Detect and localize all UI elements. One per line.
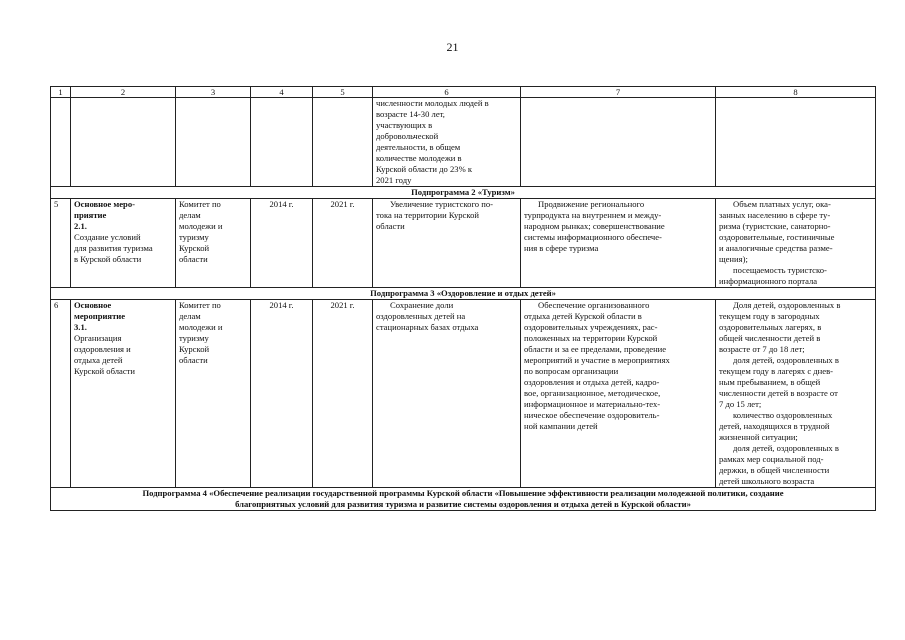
- start-year: 2014 г.: [251, 300, 313, 488]
- table-row: [51, 300, 876, 488]
- col-num-1: 1: [51, 87, 71, 98]
- program-table: [50, 86, 876, 511]
- continuation-row: [51, 98, 876, 187]
- column-number-row: [51, 87, 876, 98]
- subprogram-3-row: [51, 288, 876, 300]
- subprogram-3-title: Подпрограмма 3 «Оздоровление и отдых детей»: [51, 288, 876, 300]
- col-num-7: 7: [521, 87, 716, 98]
- page-number: 21: [446, 40, 459, 54]
- subprogram-2-title: Подпрограмма 2 «Туризм»: [51, 187, 876, 199]
- expected-result: Увеличение туристского по- тока на территории Курской области: [373, 199, 521, 288]
- col-num-6: 6: [373, 87, 521, 98]
- indicators: Доля детей, оздоровленных в текущем году в загородных оздоровительных лагерях, в общей численности детей в возрасте от 7 до 18 лет; доля детей, оздоровленных в текущем году в лагерях с днев- ным пребыванием, в общей численности детей в возрасте от 7 до 15 лет; количество оздоровленных детей, находящихся в трудной жизненной ситуации; доля детей, оздоровленных в рамках мер социальной под- держки, в общей численности детей школьного возраста: [716, 300, 876, 488]
- indicators: Объем платных услуг, ока- занных населению в сфере ту- ризма (туристские, санаторно- оздоровительные, гостиничные и аналогичные средства разме- щения); посещаемость туристско- информационного портала: [716, 199, 876, 288]
- subprogram-2-row: [51, 187, 876, 199]
- row-number: 5: [51, 199, 71, 288]
- expected-result: Сохранение доли оздоровленных детей на стационарных базах отдыха: [373, 300, 521, 488]
- measure-name: Основное мероприятие 3.1. Организация оздоровления и отдыха детей Курской области: [71, 300, 176, 488]
- end-year: 2021 г.: [313, 300, 373, 488]
- col-num-3: 3: [176, 87, 251, 98]
- start-year: 2014 г.: [251, 199, 313, 288]
- responsible-executor: Комитет по делам молодежи и туризму Курской области: [176, 300, 251, 488]
- table-row: [51, 199, 876, 288]
- main-directions: Обеспечение организованного отдыха детей Курской области в оздоровительных учреждениях, рас- положенных на территории Курской области и за ее пределами, проведение мероприятий и участие в мероприятиях по вопросам организации оздоровления и отдыха детей, кадро- вое, организационное, методическое, информационное и материально-тех- ническое обеспечение оздоровитель- ной кампании детей: [521, 300, 716, 488]
- col-num-4: 4: [251, 87, 313, 98]
- main-directions: Продвижение регионального турпродукта на внутреннем и между- народном рынках; совершенствование системы информационного обеспече- ния в сфере туризма: [521, 199, 716, 288]
- subprogram-4-row: [51, 488, 876, 511]
- responsible-executor: Комитет по делам молодежи и туризму Курской области: [176, 199, 251, 288]
- subprogram-4-title: Подпрограмма 4 «Обеспечение реализации государственной программы Курской области «Повышение эффективности реализации молодежной политики, создание благоприятных условий для развития туризма и развитие системы оздоровления и отдыха детей в Курской области»: [51, 488, 876, 511]
- continuation-indicator-text: численности молодых людей в возрасте 14-30 лет, участвующих в добровольческой деятельности, в общем количестве молодежи в Курской области до 23% к 2021 году: [373, 98, 521, 187]
- end-year: 2021 г.: [313, 199, 373, 288]
- col-num-5: 5: [313, 87, 373, 98]
- col-num-8: 8: [716, 87, 876, 98]
- col-num-2: 2: [71, 87, 176, 98]
- measure-name: Основное меро- приятие 2.1. Создание условий для развития туризма в Курской области: [71, 199, 176, 288]
- row-number: 6: [51, 300, 71, 488]
